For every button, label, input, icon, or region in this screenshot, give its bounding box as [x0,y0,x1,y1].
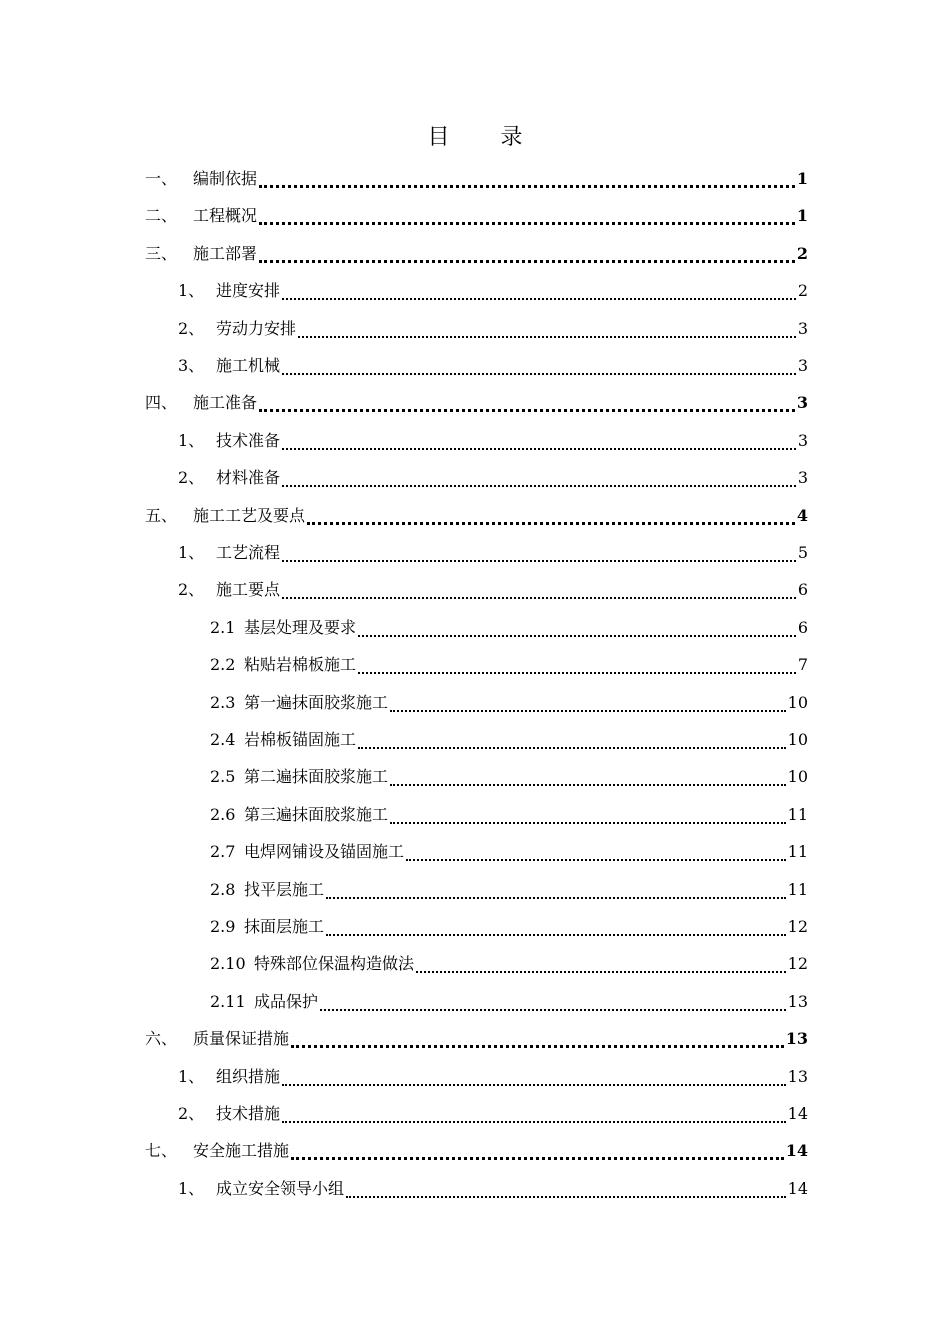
toc-entry[interactable] [178,465,808,493]
toc-entry-page-number: 13 [785,1029,808,1049]
toc-entry-number: 四、 [145,393,178,413]
toc-entry-title: 找平层施工 [244,879,325,899]
toc-entry-title: 基层处理及要求 [244,617,357,637]
toc-entry-page-number: 2 [797,281,808,301]
toc-entry-title: 施工部署 [193,243,258,263]
toc-leader-dots [282,1121,786,1123]
toc-leader-dots [282,373,796,375]
toc-entry[interactable] [145,1026,808,1054]
toc-entry[interactable] [210,877,808,905]
toc-entry-page-number: 5 [797,543,808,562]
toc-entry-number: 2.5 [210,767,236,787]
toc-leader-dots [358,747,786,749]
toc-entry-number: 2.3 [210,692,236,712]
toc-entry-page-number: 6 [797,580,808,600]
toc-entry-title: 岩棉板锚固施工 [244,730,357,749]
toc-leader-dots [326,897,786,899]
toc-entry[interactable] [178,577,808,605]
toc-entry[interactable] [178,353,808,381]
toc-entry-page-number: 1 [796,206,808,226]
toc-entry-page-number: 3 [797,468,808,488]
toc-leader-dots [291,1157,784,1160]
toc-entry[interactable] [210,690,808,718]
toc-entry-title: 材料准备 [216,468,281,488]
toc-entry-title: 施工机械 [216,356,281,375]
toc-leader-dots [346,1196,786,1198]
toc-entry-page-number: 1 [796,169,808,188]
toc-leader-dots [259,185,795,188]
toc-entry-title: 粘贴岩棉板施工 [244,655,357,675]
toc-entry-title: 第二遍抹面胶浆施工 [244,767,389,787]
toc-entry-page-number: 6 [797,617,808,637]
toc-entry-page-number: 12 [787,954,808,974]
toc-leader-dots [358,635,796,637]
toc-entry-title: 质量保证措施 [193,1029,290,1049]
toc-leader-dots [390,822,786,824]
toc-entry[interactable] [178,1176,808,1204]
toc-entry-number: 2.7 [210,842,236,862]
toc-entry-number: 3、 [178,356,205,375]
toc-entry[interactable] [210,951,808,979]
toc-entry-number: 2、 [178,468,205,488]
toc-leader-dots [259,260,795,263]
toc-entry-number: 五、 [145,505,178,525]
toc-entry[interactable] [210,802,808,830]
toc-leader-dots [259,222,795,225]
toc-entry[interactable] [178,540,808,568]
toc-leader-dots [282,1084,786,1086]
toc-entry-title: 第三遍抹面胶浆施工 [244,804,389,824]
toc-entry-title: 电焊网铺设及锚固施工 [244,842,405,862]
toc-entry-title: 成品保护 [254,991,319,1011]
toc-entry-title: 第一遍抹面胶浆施工 [244,692,389,712]
toc-entry-number: 2.9 [210,917,236,936]
toc-leader-dots [298,336,796,338]
toc-entry-page-number: 10 [787,692,808,712]
toc-entry[interactable] [145,166,808,194]
toc-entry-number: 2.1 [210,617,236,637]
toc-entry-number: 2、 [178,580,205,600]
toc-entry-page-number: 14 [787,1104,808,1123]
toc-entry-page-number: 14 [785,1141,808,1161]
toc-entry-title: 施工准备 [193,393,258,413]
toc-leader-dots [416,971,786,973]
toc-leader-dots [326,934,786,936]
toc-entry-title: 编制依据 [193,169,258,188]
toc-entry-number: 1、 [178,543,205,562]
toc-entry-title: 施工要点 [216,580,281,600]
toc-leader-dots [282,597,796,599]
toc-entry-number: 2.11 [210,991,246,1011]
toc-entry[interactable] [210,839,808,867]
toc-entry-number: 2.8 [210,879,236,899]
toc-entry[interactable] [178,278,808,306]
toc-entry-title: 成立安全领导小组 [216,1178,345,1198]
toc-entry-page-number: 2 [796,243,808,263]
toc-entry[interactable] [210,764,808,792]
toc-entry[interactable] [145,203,808,231]
toc-entry-page-number: 14 [787,1178,808,1198]
toc-entry-number: 2.6 [210,804,236,824]
toc-entry[interactable] [178,1064,808,1092]
toc-entry-page-number: 3 [797,318,808,338]
toc-entry[interactable] [210,652,808,680]
toc-entry[interactable] [210,914,808,942]
toc-entry-title: 工程概况 [193,206,258,226]
toc-entry[interactable] [145,503,808,531]
toc-entry-number: 1、 [178,1066,205,1086]
toc-entry[interactable] [145,390,808,418]
toc-entry-title: 进度安排 [216,281,281,301]
toc-entry[interactable] [145,241,808,269]
toc-leader-dots [282,298,796,300]
toc-leader-dots [390,710,786,712]
toc-entry-number: 2、 [178,1104,205,1123]
toc-entry[interactable] [145,1138,808,1166]
toc-entry-title: 组织措施 [216,1066,281,1086]
toc-entry-number: 六、 [145,1029,178,1049]
toc-leader-dots [282,485,796,487]
toc-entry-page-number: 3 [797,430,808,450]
toc-entry-page-number: 11 [787,842,808,862]
toc-entry-page-number: 12 [787,917,808,936]
toc-entry-number: 2.10 [210,954,246,974]
toc-entry-title: 技术措施 [216,1104,281,1123]
toc-leader-dots [282,448,796,450]
toc-entry-page-number: 11 [787,804,808,824]
toc-entry-number: 2、 [178,318,205,338]
toc-leader-dots [406,859,786,861]
toc-entry-title: 特殊部位保温构造做法 [254,954,415,974]
toc-entry[interactable] [210,615,808,643]
toc-entry-page-number: 7 [797,655,808,675]
toc-entry-number: 2.4 [210,730,236,749]
toc-entry-page-number: 13 [787,1066,808,1086]
toc-entry[interactable] [210,989,808,1017]
toc-entry[interactable] [178,428,808,456]
toc-entry-number: 一、 [145,169,178,188]
toc-leader-dots [282,560,796,562]
toc-entry-page-number: 10 [787,730,808,749]
toc-entry-page-number: 11 [787,879,808,899]
toc-entry-number: 1、 [178,1178,205,1198]
toc-entry-page-number: 13 [787,991,808,1011]
toc-entry-page-number: 10 [787,767,808,787]
toc-leader-dots [358,672,796,674]
toc-entry-number: 三、 [145,243,178,263]
toc-entry[interactable] [210,727,808,755]
toc-entry-title: 技术准备 [216,430,281,450]
toc-entry-number: 1、 [178,430,205,450]
toc-entry-page-number: 4 [796,505,808,525]
toc-leader-dots [291,1045,784,1048]
toc-title: 目 录 [427,125,545,150]
toc-entry-number: 七、 [145,1141,178,1161]
toc-entry-number: 二、 [145,206,178,226]
toc-entry-title: 施工工艺及要点 [193,505,306,525]
toc-entry-number: 2.2 [210,655,236,675]
toc-entry-page-number: 3 [796,393,808,413]
toc-leader-dots [259,409,795,412]
toc-entry[interactable] [178,316,808,344]
toc-entry-title: 抹面层施工 [244,917,325,936]
toc-entry-title: 劳动力安排 [216,318,297,338]
toc-leader-dots [320,1009,786,1011]
toc-entry[interactable] [178,1101,808,1129]
toc-entry-title: 工艺流程 [216,543,281,562]
toc-entry-number: 1、 [178,281,205,301]
toc-entry-page-number: 3 [797,356,808,375]
toc-entry-title: 安全施工措施 [193,1141,290,1161]
toc-leader-dots [390,784,786,786]
toc-leader-dots [307,522,795,525]
